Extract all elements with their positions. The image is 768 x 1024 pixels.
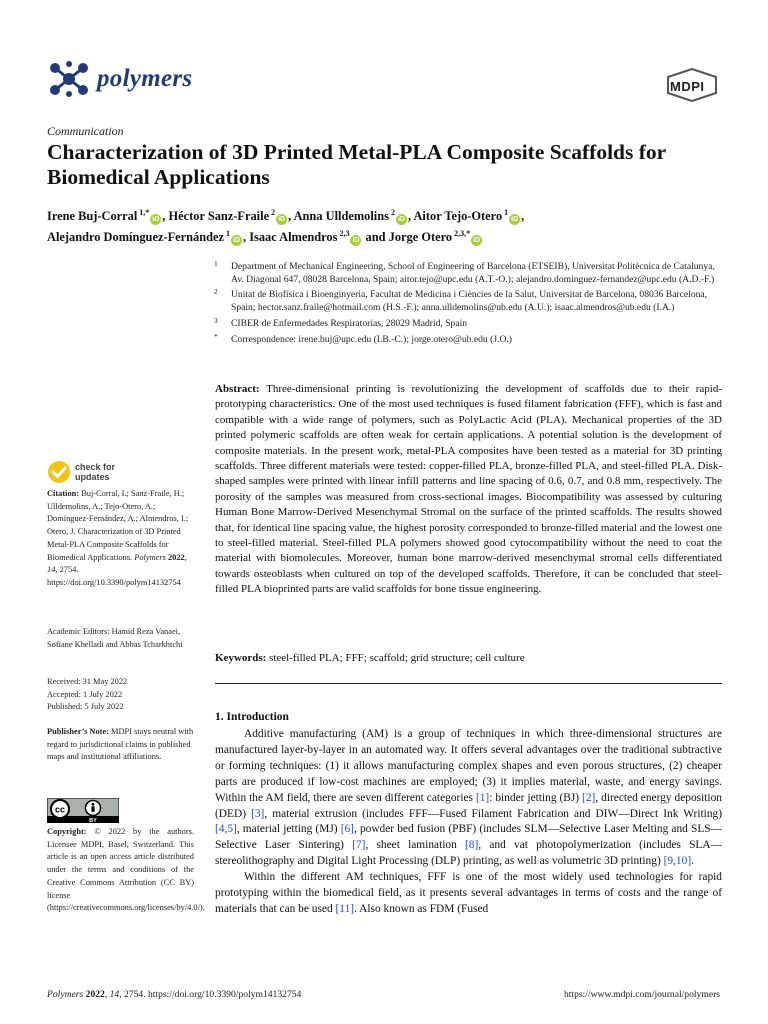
published-date: Published: 5 July 2022 bbox=[47, 702, 124, 712]
reference-link[interactable]: [3] bbox=[251, 807, 265, 820]
reference-link[interactable]: [7] bbox=[352, 839, 366, 852]
reference-link[interactable]: [4,5] bbox=[215, 823, 237, 836]
author-list: Irene Buj-Corral $^{1,*}$iD , Héctor Sanz-Fraile $^2$iD , Anna Ulldemolins $^2$iD , Aitor Tejo-Otero $^1$iD , Alejandro Domínguez-Fernández $^1$iD , Isaac Almendros $^{2,3}$iD and Jorge Otero $^{2,3,*}$iD bbox=[47, 208, 525, 245]
check-updates-line1: check for bbox=[75, 462, 116, 472]
author-name: Anna Ulldemolins bbox=[293, 209, 389, 224]
paragraph-text: , directed energy deposition (DED) bbox=[215, 791, 722, 820]
footer-journal: Polymers bbox=[47, 989, 84, 1000]
affiliation-text: Unitat de Biofísica i Bioenginyeria, Facultat de Medicina i Ciències de la Salut, Universitat de Barcelona, 08036 Barcelona, Spain; hector.sanz.fraile@hotmail.com (H.S.-F.); anna.ulldemolins@ub.edu (A.U.); isaac.almendros@ub.edu (I.A.) bbox=[231, 289, 708, 314]
affiliation-mark: 3 bbox=[214, 315, 218, 325]
citation-label: Citation: bbox=[47, 489, 80, 498]
copyright-label: Copyright: bbox=[47, 827, 87, 836]
intro-paragraph-2 bbox=[215, 870, 722, 918]
affiliation-item bbox=[212, 315, 727, 331]
article-type: Communication bbox=[47, 124, 124, 138]
citation-block: Citation: Buj-Corral, I.; Sanz-Fraile, H.; Ulldemolins, A.; Tejo-Otero, A.; Domínguez-Fernández, A.; Almendros, I.; Otero, J. Characterization of 3D Printed Metal-PLA Composite Scaffolds for Biomedical Applications. Polymers 2022, 14, 2754. https://doi.org/10.3390/polym14132754 bbox=[47, 489, 189, 587]
author-name: Alejandro Domínguez-Fernández bbox=[47, 230, 225, 245]
footer-doi[interactable]: , 2754. https://doi.org/10.3390/polym14132754 bbox=[119, 989, 302, 1000]
affiliations bbox=[212, 261, 727, 349]
citation-text: Buj-Corral, I.; Sanz-Fraile, H.; Ulldemolins, A.; Tejo-Otero, A.; Domínguez-Fernández, A.; Almendros, I.; Otero, J. Characterization of 3D Printed Metal-PLA Composite Scaffolds for Biomedical Applications. bbox=[47, 489, 189, 562]
orcid-icon[interactable]: iD bbox=[233, 237, 241, 245]
affiliation-item bbox=[212, 289, 727, 314]
author-name: Irene Buj-Corral bbox=[47, 209, 138, 224]
paragraph-text: . bbox=[691, 855, 694, 868]
affiliation-mark: * bbox=[214, 331, 218, 341]
affiliation-text: Correspondence: irene.buj@upc.edu (I.B.-C.); jorge.otero@ub.edu (J.O.) bbox=[231, 333, 512, 345]
author-affiliation-mark: 2,3,* bbox=[452, 229, 471, 239]
citation-year: 2022 bbox=[167, 552, 185, 562]
article-title: Characterization of 3D Printed Metal-PLA Composite Scaffolds for Biomedical Applications bbox=[47, 140, 666, 189]
section-heading: 1. Introduction bbox=[215, 711, 289, 723]
paragraph-text: , sheet lamination bbox=[365, 839, 465, 852]
affiliation-item bbox=[212, 261, 727, 286]
abstract-label: Abstract: bbox=[215, 383, 260, 395]
paragraph-text: . Also known as FDM (Fused bbox=[354, 902, 489, 915]
footer-volume: 14 bbox=[109, 989, 120, 1000]
keywords-label: Keywords: bbox=[215, 652, 267, 664]
affiliation-text: CIBER de Enfermedades Respiratorias, 28029 Madrid, Spain bbox=[231, 317, 468, 329]
svg-text:cc: cc bbox=[54, 804, 66, 815]
reference-link[interactable]: [6] bbox=[340, 823, 354, 836]
reference-link[interactable]: [9,10] bbox=[663, 855, 692, 868]
author-name: Isaac Almendros bbox=[249, 230, 338, 245]
author-name: Aitor Tejo-Otero bbox=[413, 209, 503, 224]
dates bbox=[47, 676, 194, 714]
paragraph-text: , powder bed fusion (PBF) (includes SLM—Selective Laser Melting and SLS—Selective Laser Sintering) bbox=[215, 823, 722, 852]
reference-link[interactable]: [1] bbox=[475, 791, 490, 804]
paragraph-text: , material extrusion (includes FFF—Fused Filament Fabrication and DIW—Direct Ink Writing) bbox=[264, 807, 723, 820]
keywords bbox=[215, 651, 722, 665]
footer-year: 2022 bbox=[85, 989, 105, 1000]
intro-paragraph-1 bbox=[215, 727, 722, 870]
citation-journal: Polymers bbox=[134, 552, 166, 562]
author-affiliation-mark: 2 bbox=[388, 208, 395, 217]
abstract-text: Three-dimensional printing is revolutionizing the development of scaffolds due to their rapid-prototyping characteristics. One of the most used techniques is fused filament fabrication (FFF), which is fast and compatible with a wide range of polymers, such as PolyLactic Acid (PLA). Mechanical properties of the 3D printed polymeric scaffolds are often weak for certain applications. A potential solution is the development of composite materials. In the present work, metal-PLA composites have been tested as a material for 3D printing scaffolds. Three different materials were tested: copper-filled PLA, bronze-filled PLA, and steel-filled PLA. Disk-shaped samples were printed with linear infill patterns and line spacing of 0.6, 0.7, and 0.8 mm, respectively. The porosity of the samples was measured from cross-sectional images. Biocompatibility was assessed by culturing Human Bone Marrow-Derived Mesenchymal Stromal on the surface of the printed scaffolds. The results showed that, for identical line spacing value, the highest porosity corresponded to bronze-filled material and the lowest one to steel-filled material. Steel-filled PLA polymers showed good cytocompatibility without the need to coat the material with biomolecules. Moreover, human bone marrow-derived mesenchymal stromal cells differentiated towards osteoblasts when cultured on top of the developed scaffolds. Therefore, it can be concluded that steel-filled PLA bioprinted parts are valid scaffolds for bone tissue engineering. bbox=[215, 383, 722, 596]
publishers-note bbox=[47, 726, 194, 764]
paragraph-text: , and vat photopolymerization (includes SLA—stereolithography and Digital Light Processing (DLP) printing, as well as volumetric 3D printing) bbox=[215, 839, 722, 868]
affiliation-mark: 2 bbox=[214, 287, 218, 297]
note-text: MDPI stays neutral with regard to jurisdictional claims in published maps and institutional affiliations. bbox=[47, 727, 194, 762]
check-for-updates-button[interactable] bbox=[47, 460, 115, 484]
received-date: Received: 31 May 2022 bbox=[47, 677, 128, 686]
journal-logo[interactable] bbox=[47, 60, 192, 98]
citation-volume: 14 bbox=[47, 565, 56, 575]
author-name: Jorge Otero bbox=[388, 230, 453, 245]
keywords-text: steel-filled PLA; FFF; scaffold; grid structure; cell culture bbox=[269, 652, 525, 664]
author-affiliation-mark: 2,3 bbox=[337, 229, 350, 239]
copyright-text: © 2022 by the authors. Licensee MDPI, Basel, Switzerland. This article is an open access article distributed under the terms and conditions of the Creative Commons Attribution (CC BY) license (https://creativecommons.org/licenses/by/4.0/). bbox=[47, 827, 205, 913]
copyright bbox=[47, 826, 205, 915]
divider bbox=[215, 683, 722, 684]
orcid-icon[interactable]: iD bbox=[152, 216, 160, 224]
orcid-icon[interactable]: iD bbox=[352, 237, 360, 245]
author-affiliation-mark: 2 bbox=[269, 208, 276, 217]
orcid-icon[interactable]: iD bbox=[511, 216, 519, 224]
reference-link[interactable]: [11] bbox=[335, 902, 355, 915]
check-updates-label bbox=[75, 462, 115, 482]
reference-link[interactable]: [2] bbox=[582, 791, 596, 804]
author-affiliation-mark: 1,* bbox=[137, 208, 150, 217]
citation-doi[interactable]: , 2754. https://doi.org/10.3390/polym14132754 bbox=[47, 565, 181, 587]
note-label: Publisher’s Note: bbox=[47, 727, 109, 736]
affiliation-text: Department of Mechanical Engineering, School of Engineering of Barcelona (ETSEIB), Universitat Politècnica de Catalunya, Av. Diagonal 647, 08028 Barcelona, Spain; aitor.tejo@upc.edu (A.T.-O.); alejandro.dominguez-fernandez@upc.edu (A.D.-F.) bbox=[231, 261, 715, 285]
polymers-logo-icon bbox=[47, 60, 91, 98]
check-updates-line2: updates bbox=[75, 472, 110, 482]
footer-journal-url[interactable]: https://www.mdpi.com/journal/polymers bbox=[563, 989, 720, 1000]
accepted-date: Accepted: 1 July 2022 bbox=[47, 689, 123, 699]
orcid-icon[interactable]: iD bbox=[278, 216, 286, 224]
orcid-icon[interactable]: iD bbox=[397, 216, 405, 224]
paragraph-text: , material jetting (MJ) bbox=[236, 823, 341, 836]
journal-name: polymers bbox=[97, 65, 193, 92]
affiliation-mark: 1 bbox=[214, 259, 218, 268]
affiliation-item bbox=[212, 331, 727, 347]
footer-citation: Polymers 2022, 14, 2754. https://doi.org/10.3390/polym14132754 bbox=[47, 989, 302, 1000]
cc-by-text: BY bbox=[89, 818, 97, 823]
reference-link[interactable]: [8] bbox=[465, 839, 479, 852]
publisher-name: MDPI bbox=[670, 79, 705, 94]
abstract bbox=[215, 382, 722, 598]
author-affiliation-mark: 1 bbox=[502, 208, 509, 217]
paragraph-text: Within the different AM techniques, FFF is one of the most widely used technologies for rapid prototyping within the biomedical field, as it presents several advantages in terms of costs and the range of materials that can be used bbox=[215, 871, 722, 915]
introduction-body bbox=[215, 727, 722, 918]
author-name: Héctor Sanz-Fraile bbox=[168, 209, 270, 224]
cc-by-license-icon[interactable] bbox=[47, 798, 119, 823]
paragraph-text: Additive manufacturing (AM) is a group of techniques in which three-dimensional structures are manufactured layer-by-layer in an automated way. It offers several advantages over the traditional subtractive or forming techniques: (1) it allows manufacturing complex shapes and even porous structures, (2) cheaper parts are produced if low-cost machines are employed; (3) it implies material, waste, and energy savings. Within the AM field, there are seven different categories bbox=[215, 728, 722, 804]
author-affiliation-mark: 1 bbox=[224, 229, 231, 239]
orcid-icon[interactable]: iD bbox=[473, 237, 481, 245]
paragraph-text: : binder jetting (BJ) bbox=[489, 791, 583, 804]
check-updates-icon bbox=[47, 460, 71, 484]
academic-editors: Academic Editors: Hamid Reza Vanaei, Sofiane Khelladi and Abbas Tcharkhtchi bbox=[47, 627, 183, 649]
